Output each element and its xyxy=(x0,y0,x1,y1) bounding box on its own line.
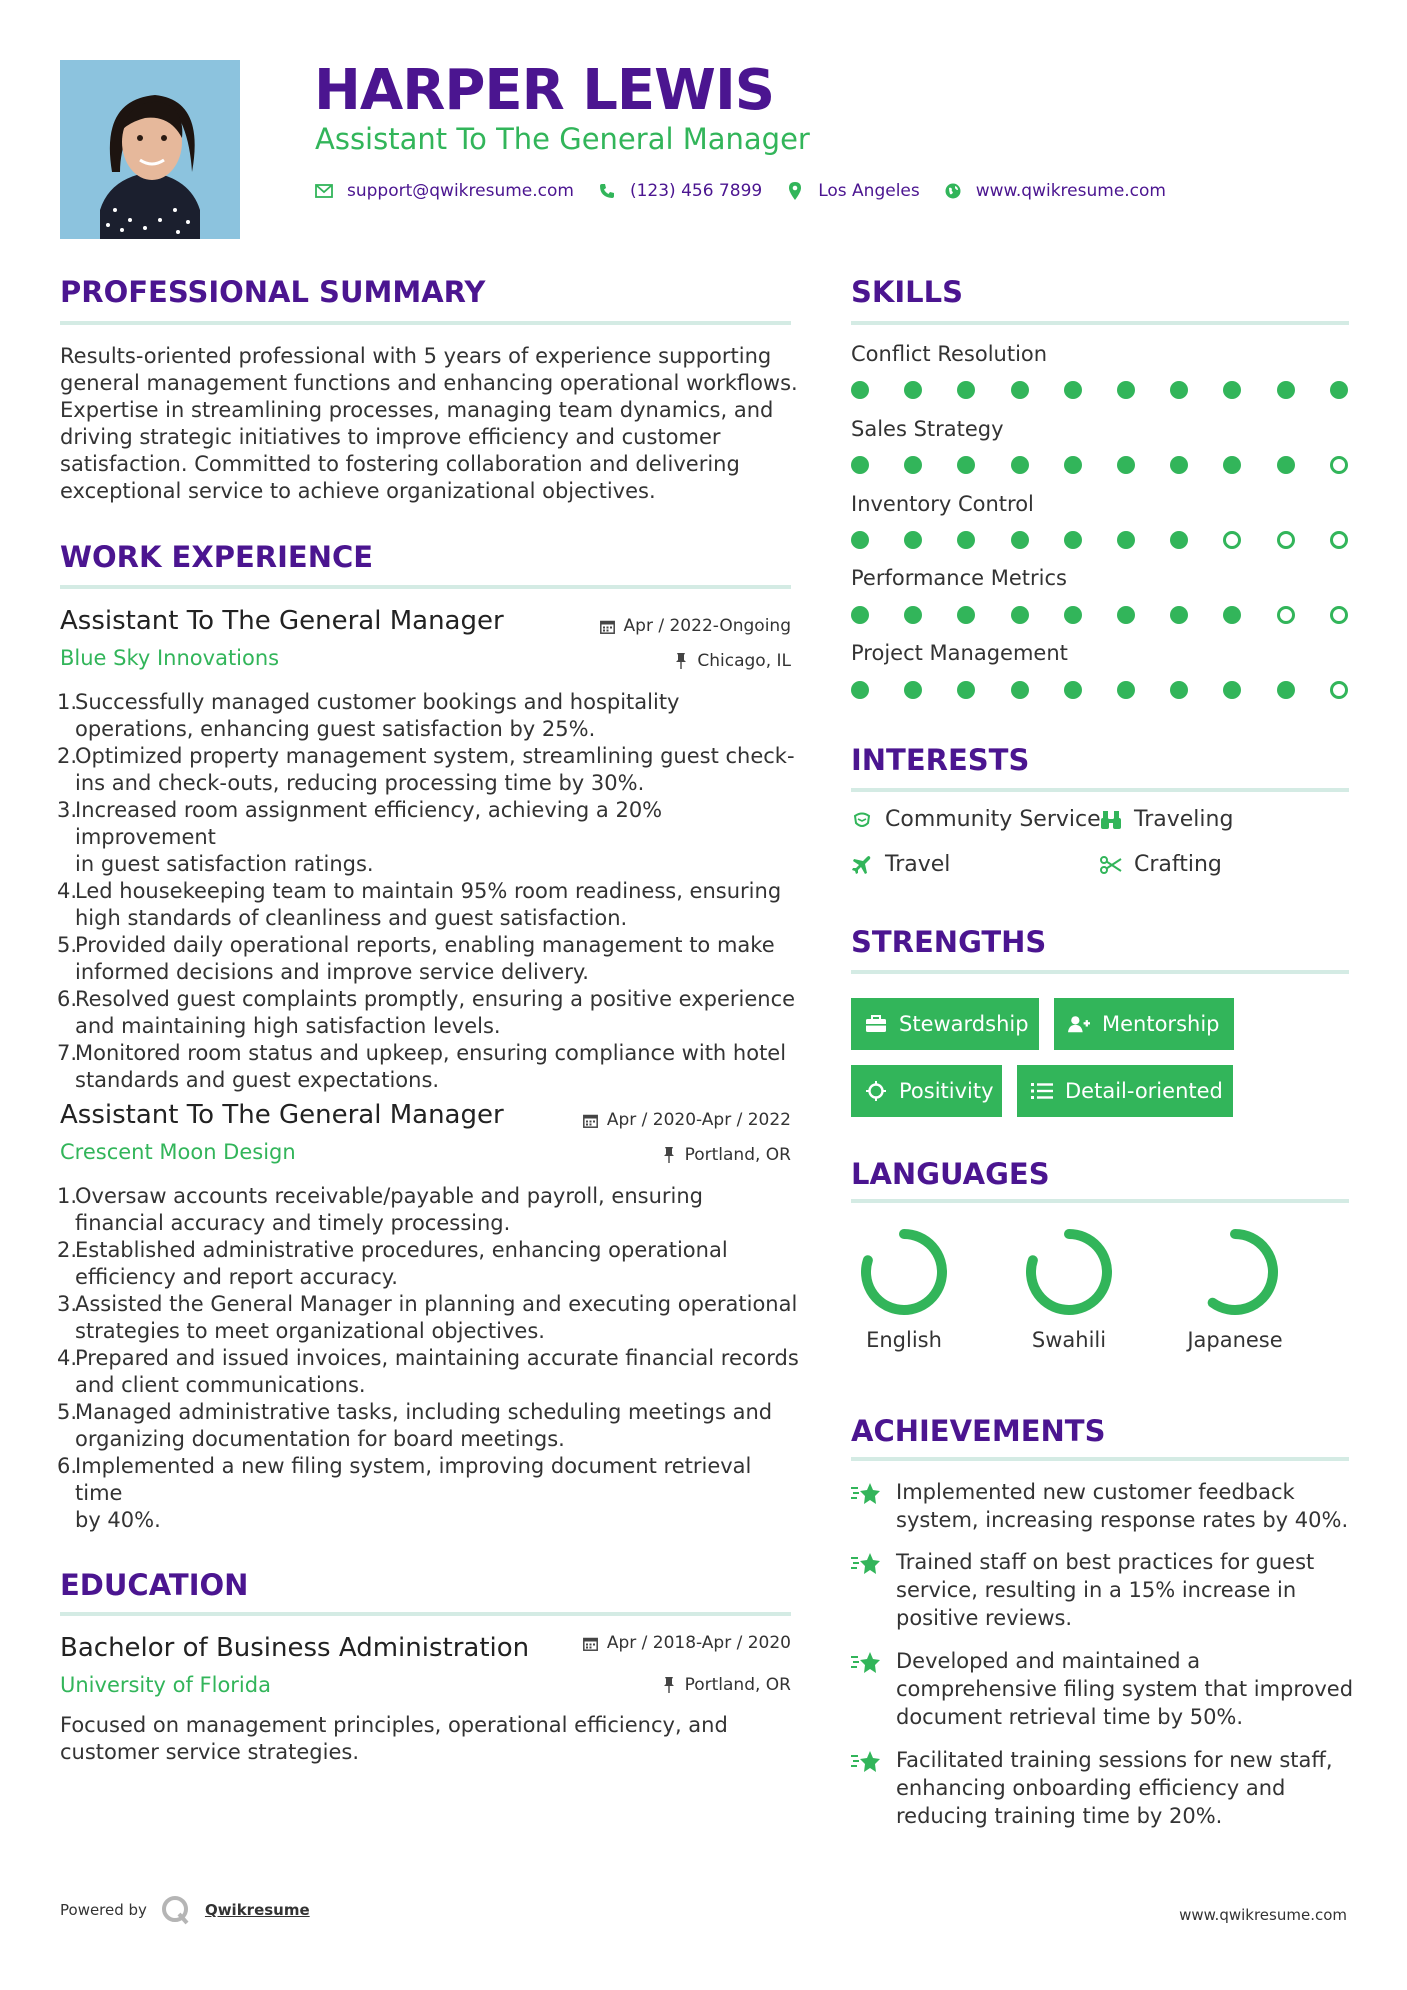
skill-dot-filled xyxy=(1011,531,1029,549)
job-bullet: 3. Increased room assignment efficiency, achieving a 20% improvement in guest satisfaction ratings. xyxy=(57,798,663,876)
contact-phone[interactable]: (123) 456 7899 xyxy=(629,181,763,201)
skill-dot-filled xyxy=(1277,381,1295,399)
calendar-icon xyxy=(583,1635,599,1651)
summary-line: satisfaction. Committed to fostering collaboration and delivering xyxy=(60,452,740,476)
language-item xyxy=(1014,1226,1124,1352)
skill-dot-filled xyxy=(1170,606,1188,624)
job-bullets xyxy=(57,689,802,1094)
skill-dot-filled xyxy=(851,681,869,699)
job-dates-text: Apr / 2020-Apr / 2022 xyxy=(606,1110,791,1130)
skill-dot-filled xyxy=(1170,381,1188,399)
skill-dot-empty xyxy=(1330,531,1348,549)
skill-dot-filled xyxy=(1117,456,1135,474)
skill-dot-empty xyxy=(1223,531,1241,549)
skill-name: Performance Metrics xyxy=(851,566,1067,590)
skill-dot-filled xyxy=(904,681,922,699)
skill-dot-empty xyxy=(1330,456,1348,474)
strengths-rule xyxy=(851,970,1349,974)
skill-dot-filled xyxy=(1011,681,1029,699)
user-plus-icon xyxy=(1068,1013,1090,1035)
pushpin-icon xyxy=(673,653,689,669)
plane-icon xyxy=(851,854,873,876)
map-pin-icon xyxy=(786,182,804,200)
skill-dot-empty xyxy=(1277,606,1295,624)
skill-dot-filled xyxy=(1064,381,1082,399)
job-bullet: 2. Optimized property management system, streamlining guest check- ins and check-outs, reducing processing time by 30%. xyxy=(57,744,795,795)
education-dates-text: Apr / 2018-Apr / 2020 xyxy=(606,1633,791,1653)
summary-line: general management functions and enhancing operational workflows. xyxy=(60,371,798,395)
phone-icon xyxy=(598,182,616,200)
job-company: Blue Sky Innovations xyxy=(60,646,280,670)
job-dates-text: Apr / 2022-Ongoing xyxy=(623,616,791,636)
job-bullet: 3. Assisted the General Manager in planning and executing operational strategies to meet organizational objectives. xyxy=(57,1292,798,1343)
job-bullet: 6. Implemented a new filing system, improving document retrieval time by 40%. xyxy=(57,1454,752,1532)
skill-dot-filled xyxy=(904,456,922,474)
strength-tag: Stewardship xyxy=(851,998,1039,1050)
footer-website[interactable]: www.qwikresume.com xyxy=(1179,1906,1347,1924)
job-location-text: Chicago, IL xyxy=(697,651,791,671)
skill-dot-filled xyxy=(851,381,869,399)
languages-rule xyxy=(851,1199,1349,1203)
skills-rule xyxy=(851,321,1349,325)
job-dates xyxy=(600,616,791,636)
job-bullet: 1. Successfully managed customer bookings and hospitality operations, enhancing guest satisfaction by 25%. xyxy=(57,690,680,741)
skill-dot-filled xyxy=(1117,531,1135,549)
job-bullet: 5. Managed administrative tasks, including scheduling meetings and organizing documentation for board meetings. xyxy=(57,1400,773,1451)
list-icon xyxy=(1031,1080,1053,1102)
calendar-icon xyxy=(600,618,616,634)
language-progress-ring xyxy=(1023,1226,1115,1318)
skill-dot-filled xyxy=(851,456,869,474)
envelope-icon xyxy=(315,182,333,200)
job-location xyxy=(673,651,791,671)
experience-rule xyxy=(60,585,791,589)
summary-rule xyxy=(60,321,791,325)
briefcase-icon xyxy=(865,1013,887,1035)
contact-location: Los Angeles xyxy=(818,181,920,201)
languages-heading: LANGUAGES xyxy=(851,1157,1050,1191)
job-title: Assistant To The General Manager xyxy=(60,606,504,636)
skill-dot-filled xyxy=(851,606,869,624)
language-progress-arc xyxy=(1213,1234,1273,1310)
education-description: Focused on management principles, operational efficiency, and customer service strategies. xyxy=(60,1713,728,1764)
job-company: Crescent Moon Design xyxy=(60,1140,296,1164)
skill-dot-empty xyxy=(1277,531,1295,549)
skill-dot-filled xyxy=(1117,381,1135,399)
interest-item: Community Service xyxy=(851,807,1101,832)
scissors-icon xyxy=(1100,854,1122,876)
job-location-text: Portland, OR xyxy=(684,1145,791,1165)
job-dates xyxy=(583,1110,791,1130)
summary-heading: PROFESSIONAL SUMMARY xyxy=(60,275,486,309)
skill-dot-filled xyxy=(904,381,922,399)
school-name: University of Florida xyxy=(60,1673,271,1697)
strength-tag: Mentorship xyxy=(1054,998,1234,1050)
job-bullet: 2. Established administrative procedures, enhancing operational efficiency and report accuracy. xyxy=(57,1238,728,1289)
skills-heading: SKILLS xyxy=(851,275,963,309)
job-bullets xyxy=(57,1183,802,1534)
achievements-rule xyxy=(851,1457,1349,1461)
skill-dot-filled xyxy=(957,381,975,399)
skill-dot-filled xyxy=(1223,606,1241,624)
language-name: Swahili xyxy=(1031,1328,1107,1352)
skill-dot-filled xyxy=(1011,456,1029,474)
achievement-item: Trained staff on best practices for guest service, resulting in a 15% increase in positive reviews. xyxy=(851,1548,1361,1632)
skill-rating xyxy=(851,456,1349,476)
skill-dot-filled xyxy=(904,531,922,549)
strengths-heading: STRENGTHS xyxy=(851,925,1047,959)
skill-rating xyxy=(851,381,1349,401)
candidate-name: HARPER LEWIS xyxy=(314,58,775,123)
skill-dot-filled xyxy=(1223,456,1241,474)
education-heading: EDUCATION xyxy=(60,1568,249,1602)
community-icon xyxy=(851,809,873,831)
job-bullet: 5. Provided daily operational reports, enabling management to make informed decisions and improve service delivery. xyxy=(57,933,775,984)
interest-item: Traveling xyxy=(1100,807,1233,832)
language-progress-arc xyxy=(866,1234,942,1310)
gear-icon xyxy=(865,1080,887,1102)
contact-website[interactable]: www.qwikresume.com xyxy=(975,181,1166,201)
star-award-icon xyxy=(851,1552,881,1576)
skill-dot-filled xyxy=(1064,531,1082,549)
skill-dot-filled xyxy=(957,606,975,624)
skill-rating xyxy=(851,606,1349,626)
skill-dot-filled xyxy=(904,606,922,624)
job-bullet: 1. Oversaw accounts receivable/payable and payroll, ensuring financial accuracy and timely processing. xyxy=(57,1184,703,1235)
achievement-item: Implemented new customer feedback system, increasing response rates by 40%. xyxy=(851,1478,1361,1534)
job-bullet: 4. Led housekeeping team to maintain 95% room readiness, ensuring high standards of cleanliness and guest satisfaction. xyxy=(57,879,782,930)
job-bullet: 4. Prepared and issued invoices, maintaining accurate financial records and client communications. xyxy=(57,1346,799,1397)
education-dates xyxy=(583,1633,791,1653)
skill-name: Conflict Resolution xyxy=(851,342,1048,366)
qwikresume-logo-icon xyxy=(161,1895,191,1925)
experience-heading: WORK EXPERIENCE xyxy=(60,540,374,574)
skill-dot-filled xyxy=(1064,681,1082,699)
skill-dot-filled xyxy=(957,681,975,699)
star-award-icon xyxy=(851,1482,881,1506)
interest-item: Travel xyxy=(851,852,950,877)
strength-tag: Detail-oriented xyxy=(1017,1065,1233,1117)
skill-dot-filled xyxy=(957,531,975,549)
language-item xyxy=(849,1226,959,1352)
skill-dot-filled xyxy=(1117,606,1135,624)
skill-dot-filled xyxy=(957,456,975,474)
education-location xyxy=(661,1675,791,1695)
job-title: Assistant To The General Manager xyxy=(60,1100,504,1130)
achievement-item: Developed and maintained a comprehensive filing system that improved document retrieval time by 50%. xyxy=(851,1647,1361,1731)
skill-name: Project Management xyxy=(851,641,1068,665)
binoculars-icon xyxy=(1100,809,1122,831)
footer-powered-by xyxy=(60,1895,310,1925)
contact-email[interactable]: support@qwikresume.com xyxy=(347,181,574,201)
summary-text xyxy=(60,343,800,505)
language-progress-ring xyxy=(1189,1226,1281,1318)
achievement-item: Facilitated training sessions for new staff, enhancing onboarding efficiency and reducing training time by 20%. xyxy=(851,1746,1361,1830)
skill-rating xyxy=(851,681,1349,701)
degree-title: Bachelor of Business Administration xyxy=(60,1633,530,1663)
skill-dot-filled xyxy=(1170,681,1188,699)
powered-by-label: Powered by xyxy=(60,1901,147,1919)
strength-tag: Positivity xyxy=(851,1065,1002,1117)
job-bullet: 6. Resolved guest complaints promptly, ensuring a positive experience and maintaining high satisfaction levels. xyxy=(57,987,796,1038)
job-location xyxy=(661,1145,791,1165)
skill-dot-filled xyxy=(1064,606,1082,624)
skill-dot-empty xyxy=(1330,606,1348,624)
education-location-text: Portland, OR xyxy=(684,1675,791,1695)
qwikresume-link[interactable]: Qwikresume xyxy=(204,1901,310,1919)
star-award-icon xyxy=(851,1750,881,1774)
star-award-icon xyxy=(851,1651,881,1675)
skill-dot-filled xyxy=(1011,381,1029,399)
skill-dot-filled xyxy=(1330,381,1348,399)
candidate-title: Assistant To The General Manager xyxy=(315,122,810,156)
skill-dot-filled xyxy=(1170,531,1188,549)
skill-name: Sales Strategy xyxy=(851,417,1004,441)
interest-item: Crafting xyxy=(1100,852,1222,877)
skill-dot-filled xyxy=(851,531,869,549)
skill-dot-filled xyxy=(1223,681,1241,699)
skill-dot-filled xyxy=(1277,456,1295,474)
contact-bar xyxy=(315,178,1190,204)
skill-dot-filled xyxy=(1117,681,1135,699)
language-item xyxy=(1180,1226,1290,1352)
skill-dot-filled xyxy=(1277,681,1295,699)
skill-dot-filled xyxy=(1064,456,1082,474)
skill-dot-filled xyxy=(1011,606,1029,624)
skill-dot-filled xyxy=(1170,456,1188,474)
profile-photo xyxy=(60,60,240,239)
summary-line: Expertise in streamlining processes, managing team dynamics, and xyxy=(60,398,774,422)
job-bullet: 7. Monitored room status and upkeep, ensuring compliance with hotel standards and guest expectations. xyxy=(57,1041,787,1092)
education-rule xyxy=(60,1612,791,1616)
calendar-icon xyxy=(583,1112,599,1128)
summary-line: exceptional service to achieve organizational objectives. xyxy=(60,479,656,503)
language-progress-arc xyxy=(1031,1234,1107,1310)
achievements-heading: ACHIEVEMENTS xyxy=(851,1414,1106,1448)
language-name: English xyxy=(866,1328,942,1352)
pushpin-icon xyxy=(661,1147,677,1163)
language-progress-ring xyxy=(858,1226,950,1318)
skill-name: Inventory Control xyxy=(851,492,1034,516)
skill-dot-empty xyxy=(1330,681,1348,699)
language-name: Japanese xyxy=(1187,1328,1283,1352)
skill-dot-filled xyxy=(1223,381,1241,399)
summary-line: Results-oriented professional with 5 years of experience supporting xyxy=(60,344,772,368)
summary-line: driving strategic initiatives to improve efficiency and customer xyxy=(60,425,721,449)
globe-icon xyxy=(944,182,962,200)
skill-rating xyxy=(851,531,1349,551)
interests-rule xyxy=(851,788,1349,792)
interests-heading: INTERESTS xyxy=(851,743,1030,777)
pushpin-icon xyxy=(661,1677,677,1693)
